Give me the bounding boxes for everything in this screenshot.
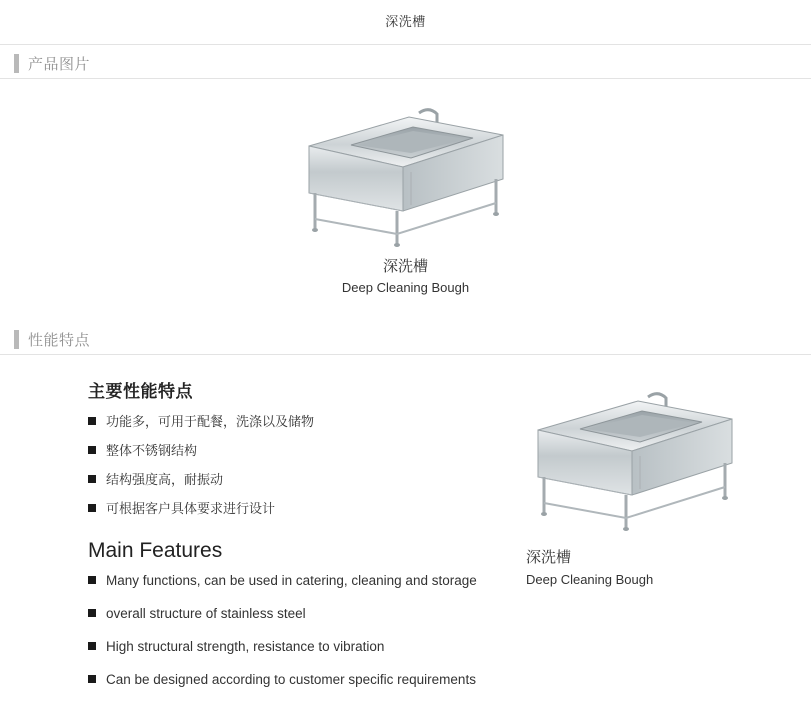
list-item-label: Can be designed according to customer specific requirements (106, 672, 476, 687)
list-item (88, 443, 518, 459)
list-item (88, 606, 518, 622)
list-item (88, 472, 518, 488)
features-list-cn (88, 414, 518, 517)
square-bullet-icon (88, 475, 96, 483)
list-item-label: 可根据客户具体要求进行设计 (106, 501, 276, 516)
square-bullet-icon (88, 417, 96, 425)
section-accent-bar (14, 330, 19, 349)
features-figure-caption-en: Deep Cleaning Bough (526, 572, 654, 587)
section-accent-bar (14, 54, 19, 73)
sink-illustration (520, 385, 790, 540)
list-item (88, 672, 518, 688)
features-section (0, 355, 811, 687)
section-title-product-image: 产品图片 (28, 55, 91, 73)
square-bullet-icon (88, 504, 96, 512)
product-caption-cn: 深洗槽 (382, 258, 428, 275)
features-list-en (88, 573, 518, 688)
square-bullet-icon (88, 446, 96, 454)
square-bullet-icon (88, 675, 96, 683)
product-caption-en: Deep Cleaning Bough (341, 280, 470, 295)
header-divider (0, 44, 811, 45)
features-figure (520, 385, 790, 590)
list-item (88, 573, 518, 589)
page-title: 深洗槽 (385, 14, 426, 29)
product-figure (0, 79, 811, 298)
section-title-performance: 性能特点 (28, 331, 91, 349)
features-heading-cn: 主要性能特点 (88, 382, 193, 401)
list-item-label: High structural strength, resistance to vibration (106, 639, 385, 654)
list-item-label: 功能多，可用于配餐，洗涤以及储物 (106, 414, 315, 429)
sink-illustration (291, 101, 521, 256)
square-bullet-icon (88, 576, 96, 584)
list-item-label: overall structure of stainless steel (106, 606, 306, 621)
features-figure-caption-cn: 深洗槽 (526, 549, 572, 566)
list-item (88, 414, 518, 430)
list-item-label: Many functions, can be used in catering, cleaning and storage (106, 573, 477, 588)
list-item-label: 整体不锈钢结构 (106, 443, 198, 458)
square-bullet-icon (88, 642, 96, 650)
square-bullet-icon (88, 609, 96, 617)
features-heading-en: Main Features (88, 539, 223, 562)
list-item (88, 639, 518, 655)
section-header-performance (0, 324, 811, 354)
section-header-product-image (0, 48, 811, 78)
features-text-column (88, 377, 518, 705)
list-item (88, 501, 518, 517)
list-item-label: 结构强度高，耐振动 (106, 472, 224, 487)
